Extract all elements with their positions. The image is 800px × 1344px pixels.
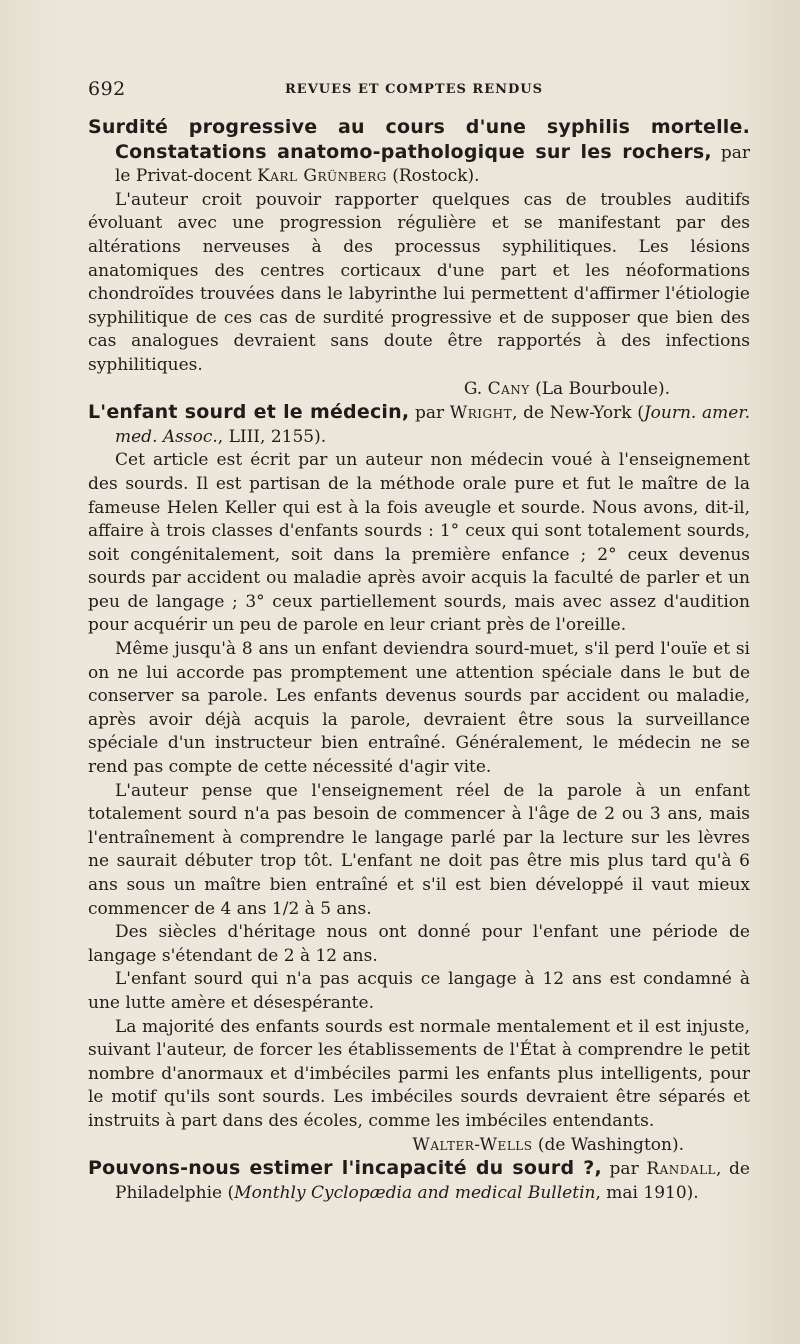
page-content xyxy=(88,116,750,1205)
author-name: Wright xyxy=(449,403,513,424)
author-name: Randall xyxy=(646,1159,717,1180)
reviewer-signature: Walter-Wells (de Washington). xyxy=(412,1134,684,1155)
byline-suffix: (Rostock). xyxy=(392,166,480,187)
article-body-paragraph: Même jusqu'à 8 ans un enfant deviendra sourd-muet, s'il perd l'ouïe et si on ne lui accorde pas promptement une attention spéciale dans le but de conserver sa parole. Les enfants devenus sourds par accident ou maladie, après avoir déjà acquis la parole, devraient être sous la surveillance spéciale d'un instructeur bien entraîné. Généralement, le médecin ne se rend pas compte de cette nécessité d'agir vite. xyxy=(88,639,750,778)
byline-suffix: , de New-York xyxy=(512,403,632,424)
article-surdite-progressive xyxy=(88,116,751,189)
article-body-paragraph: L'auteur croit pouvoir rapporter quelques cas de troubles auditifs évoluant avec une progression régulière et se manifestant par des altérations nerveuses à des processus syphilitiques. Les lésions anatomiques des centres corticaux d'une part et les néoformations chondroïdes trouvées dans le labyrinthe lui permettent d'affirmer l'étiologie syphilitique de ces cas de surdité progressive et de supposer que bien des cas analogues devraient sans doute être rapportés à des infections syphilitiques. xyxy=(88,189,750,375)
source-reference: , mai 1910). xyxy=(595,1182,699,1203)
article-body-paragraph: Cet article est écrit par un auteur non médecin voué à l'enseignement des sourds. Il est partisan de la méthode orale pure et fut le maître de la fameuse Helen Keller qui est à la fois aveugle et sourde. Nous avons, dit-il, affaire à trois classes d'enfants sourds : 1° ceux qui sont totalement sourds, soit congénitalement, soit dans la première enfance ; 2° ceux devenus sourds par accident ou maladie après avoir acquis la faculté de parler et un peu de langage ; 3° ceux partiellement sourds, mais avec assez d'audition pour acquérir un peu de parole en leur criant près de l'oreille. xyxy=(88,450,750,636)
byline-middle: , de Philadelphie ( xyxy=(115,1159,750,1203)
author-name: Karl Grünberg xyxy=(257,166,387,187)
article-title: Pouvons-nous estimer l'incapacité du sourd ?, xyxy=(88,1157,602,1180)
article-incapacite-sourd xyxy=(88,1157,750,1205)
article-body-paragraph: Des siècles d'héritage nous ont donné pour l'enfant une période de langage s'étendant de 2 à 12 ans. xyxy=(88,922,750,966)
byline-prefix: par xyxy=(414,403,445,424)
source-journal: Monthly Cyclopædia and medical Bulletin xyxy=(234,1182,596,1203)
running-header xyxy=(88,78,740,100)
reviewer-signature: G. Cany (La Bourboule). xyxy=(463,378,670,399)
source-journal: Journ. amer. med. Assoc. xyxy=(115,403,750,447)
byline-prefix: par xyxy=(609,1159,639,1180)
article-body-paragraph: La majorité des enfants sourds est normale mentalement et il est injuste, suivant l'auteur, de forcer les établissements de l'État à comprendre le petit nombre d'anormaux et d'imbéciles parmi les enfants plus intelligents, pour le motif qu'ils sont sourds. Les imbéciles sourds devraient être séparés et instruits à part dans des écoles, comme les imbéciles entendants. xyxy=(88,1016,750,1131)
article-enfant-sourd: L'enfant sourd et le médecin, par Wright, de New-York (Journ. amer. med. Assoc., LIII, 2155). xyxy=(88,401,750,447)
article-body-paragraph: L'auteur pense que l'enseignement réel de la parole à un enfant totalement sourd n'a pas besoin de commencer à l'âge de 2 ou 3 ans, mais l'entraînement à comprendre le langage parlé par la lecture sur les lèvres ne saurait débuter trop tôt. L'enfant ne doit pas être mis plus tard qu'à 6 ans sous un maître bien entraîné et s'il est bien développé il vaut mieux commencer de 4 ans 1/2 à 5 ans. xyxy=(88,780,750,919)
page-number: 692 xyxy=(88,78,126,100)
article-title: Surdité progressive au cours d'une syphilis mortelle. Constatations anatomo-pathologique sur les rochers, xyxy=(88,116,750,163)
article-body-paragraph: L'enfant sourd qui n'a pas acquis ce langage à 12 ans est condamné à une lutte amère et désespérante. xyxy=(88,969,750,1013)
source-reference: , LIII, 2155). xyxy=(217,426,327,447)
journal-title: REVUES ET COMPTES RENDUS xyxy=(285,82,543,97)
byline-prefix: par le Privat-docent xyxy=(115,142,751,187)
article-title: L'enfant sourd et le médecin, xyxy=(88,401,410,424)
